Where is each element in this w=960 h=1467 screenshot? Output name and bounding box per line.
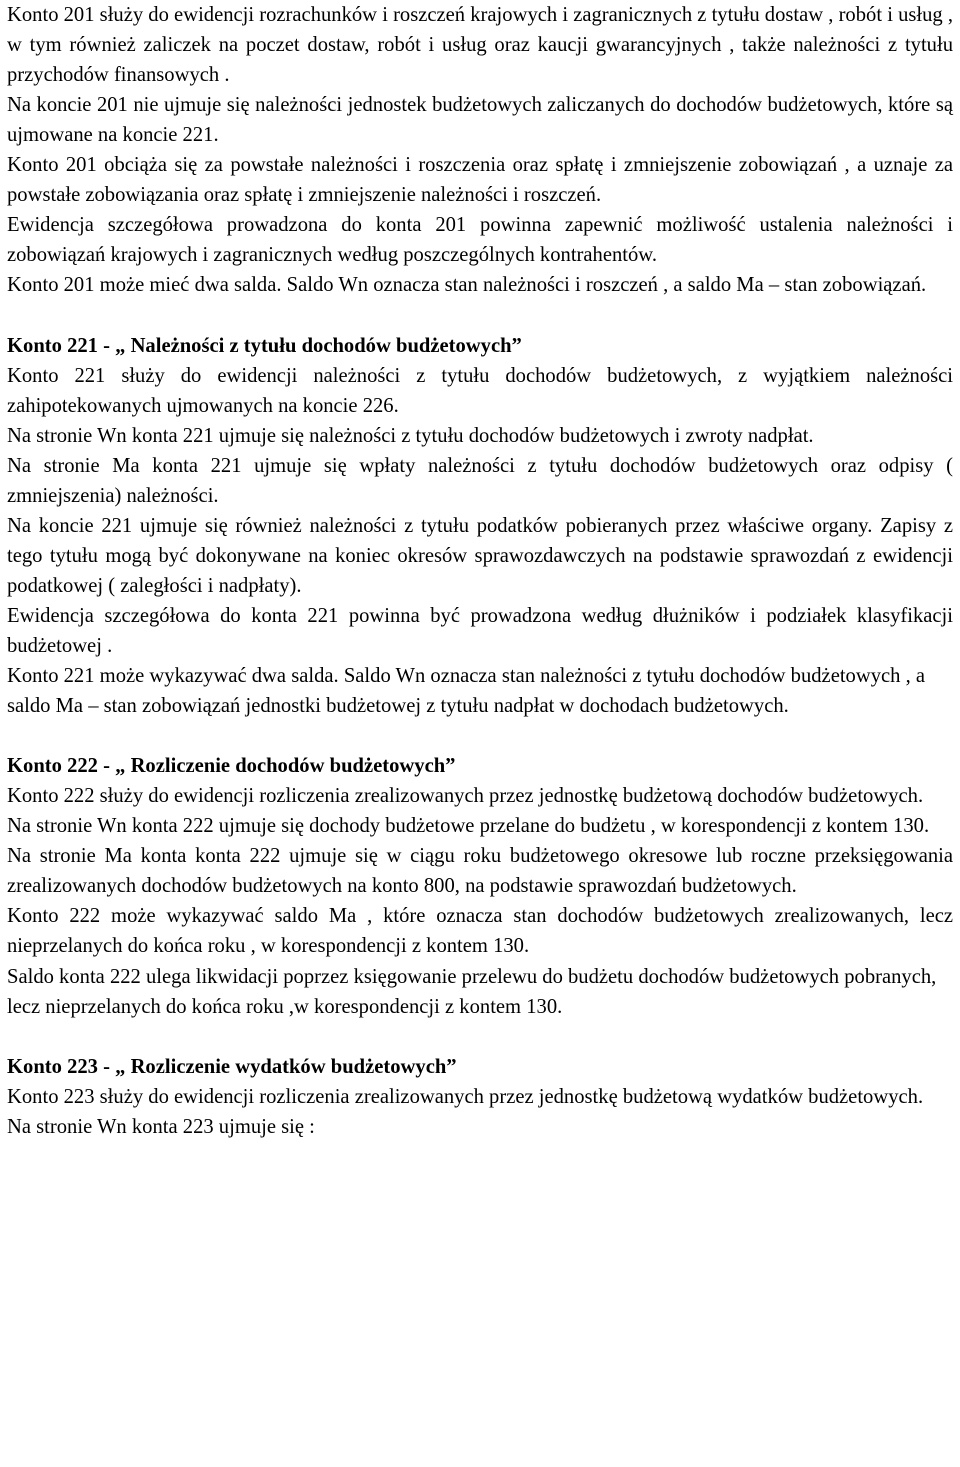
blank-line	[7, 300, 953, 330]
blank-line	[7, 1022, 953, 1052]
section-heading: Konto 221 - „ Należności z tytułu dochodów budżetowych”	[7, 334, 522, 357]
paragraph: Konto 201 może mieć dwa salda. Saldo Wn oznacza stan należności i roszczeń , a saldo Ma – stan zobowiązań.	[7, 274, 927, 297]
paragraph: Na stronie Ma konta konta 222 ujmuje się w ciągu roku budżetowego okresowe lub roczne przeksięgowania zrealizowanych dochodów budżetowych na konto 800, na podstawie sprawozdań budżetowych.	[7, 845, 953, 898]
document-page	[7, 0, 953, 1142]
paragraph: Na stronie Wn konta 222 ujmuje się dochody budżetowe przelane do budżetu , w korespondencji z kontem 130.	[7, 815, 930, 838]
paragraph: Na stronie Wn konta 221 ujmuje się należności z tytułu dochodów budżetowych i zwroty nadpłat.	[7, 424, 814, 447]
blank-line	[7, 721, 953, 751]
paragraph: Konto 221 służy do ewidencji należności z tytułu dochodów budżetowych, z wyjątkiem należności zahipotekowanych ujmowanych na koncie 226.	[7, 364, 953, 417]
paragraph: Konto 222 służy do ewidencji rozliczenia zrealizowanych przez jednostkę budżetową dochodów budżetowych.	[7, 785, 924, 808]
paragraph: Konto 223 służy do ewidencji rozliczenia zrealizowanych przez jednostkę budżetową wydatków budżetowych.	[7, 1085, 924, 1108]
paragraph: Ewidencja szczegółowa prowadzona do konta 201 powinna zapewnić możliwość ustalenia należności i zobowiązań krajowych i zagranicznych według poszczególnych kontrahentów.	[7, 214, 953, 267]
paragraph: Na koncie 201 nie ujmuje się należności jednostek budżetowych zaliczanych do dochodów budżetowych, które są ujmowane na koncie 221.	[7, 94, 953, 147]
section-heading: Konto 223 - „ Rozliczenie wydatków budżetowych”	[7, 1055, 457, 1078]
paragraph: Konto 201 obciąża się za powstałe należności i roszczenia oraz spłatę i zmniejszenie zobowiązań , a uznaje za powstałe zobowiązania oraz spłatę i zmniejszenie należności i roszczeń.	[7, 154, 953, 207]
paragraph: Na stronie Ma konta 221 ujmuje się wpłaty należności z tytułu dochodów budżetowych oraz odpisy ( zmniejszenia) należności.	[7, 454, 953, 507]
paragraph: Konto 221 może wykazywać dwa salda. Saldo Wn oznacza stan należności z tytułu dochodów budżetowych , a saldo Ma – stan zobowiązań jednostki budżetowej z tytułu nadpłat w dochodach budżetowych.	[7, 665, 926, 718]
paragraph: Ewidencja szczegółowa do konta 221 powinna być prowadzona według dłużników i podziałek klasyfikacji budżetowej .	[7, 604, 953, 657]
paragraph: Saldo konta 222 ulega likwidacji poprzez księgowanie przelewu do budżetu dochodów budżetowych pobranych, lecz nieprzelanych do końca roku ,w korespondencji z kontem 130.	[7, 965, 937, 1018]
paragraph: Na koncie 221 ujmuje się również należności z tytułu podatków pobieranych przez właściwe organy. Zapisy z tego tytułu mogą być dokonywane na koniec okresów sprawozdawczych na podstawie sprawozdań z ewidencji podatkowej ( zaległości i nadpłaty).	[7, 514, 953, 597]
section-heading: Konto 222 - „ Rozliczenie dochodów budżetowych”	[7, 755, 456, 778]
paragraph: Konto 222 może wykazywać saldo Ma , które oznacza stan dochodów budżetowych zrealizowanych, lecz nieprzelanych do końca roku , w korespondencji z kontem 130.	[7, 905, 953, 958]
paragraph: Konto 201 służy do ewidencji rozrachunków i roszczeń krajowych i zagranicznych z tytułu dostaw , robót i usług , w tym również zaliczek na poczet dostaw, robót i usług oraz kaucji gwarancyjnych , także należności z tytułu przychodów finansowych .	[7, 4, 953, 87]
paragraph: Na stronie Wn konta 223 ujmuje się :	[7, 1115, 315, 1138]
